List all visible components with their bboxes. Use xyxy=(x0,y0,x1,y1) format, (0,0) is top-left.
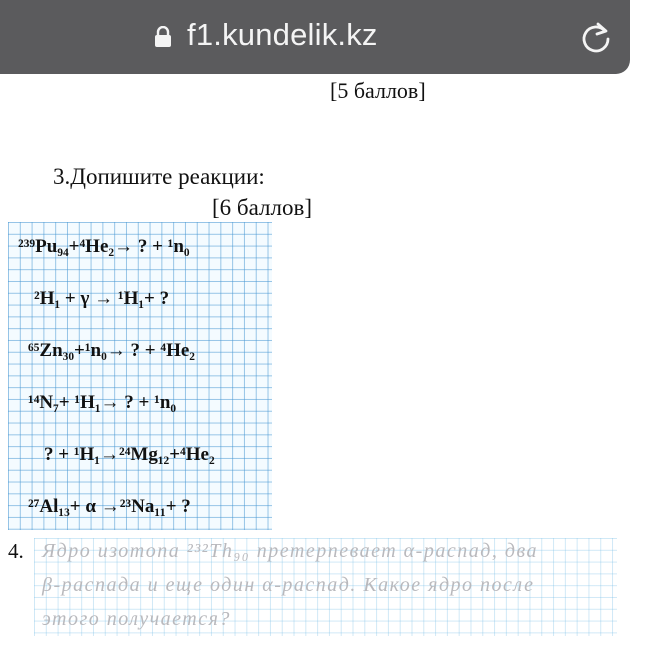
reload-icon[interactable] xyxy=(578,19,614,55)
lock-icon xyxy=(154,26,172,48)
browser-chrome xyxy=(0,0,650,86)
question-4-text xyxy=(34,538,617,636)
reaction-1: ²³⁹Pu₉₄+⁴He₂→ ? + ¹n₀ xyxy=(18,236,190,257)
question-4-line-1: Ядро изотопа ²³²Th₉₀ претерпевает α-распад, два xyxy=(42,540,538,562)
question-4-number: 4. xyxy=(8,539,24,563)
question-3-points: [6 баллов] xyxy=(212,195,312,220)
address-bar[interactable] xyxy=(0,0,630,74)
previous-points-cut: [5 баллов] xyxy=(330,78,426,102)
question-4-line-3: этого получается? xyxy=(42,608,231,630)
reaction-5: ? + ¹H₁→²⁴Mg₁₂+⁴He₂ xyxy=(44,444,215,465)
reaction-2: ²H₁ + γ → ¹H₁+ ? xyxy=(34,288,170,309)
question-3-title: 3.Допишите реакции: xyxy=(53,164,265,189)
reaction-6: ²⁷Al₁₃+ α →²³Na₁₁+ ? xyxy=(28,496,191,517)
question-4-line-2: β-распада и еще один α-распад. Какое ядро после xyxy=(42,574,535,596)
url-text: f1.kundelik.kz xyxy=(187,17,378,52)
reaction-worksheet xyxy=(8,222,272,530)
reaction-4: ¹⁴N₇+ ¹H₁→ ? + ¹n₀ xyxy=(28,392,177,413)
reaction-3: ⁶⁵Zn₃₀+¹n₀→ ? + ⁴He₂ xyxy=(28,340,195,361)
